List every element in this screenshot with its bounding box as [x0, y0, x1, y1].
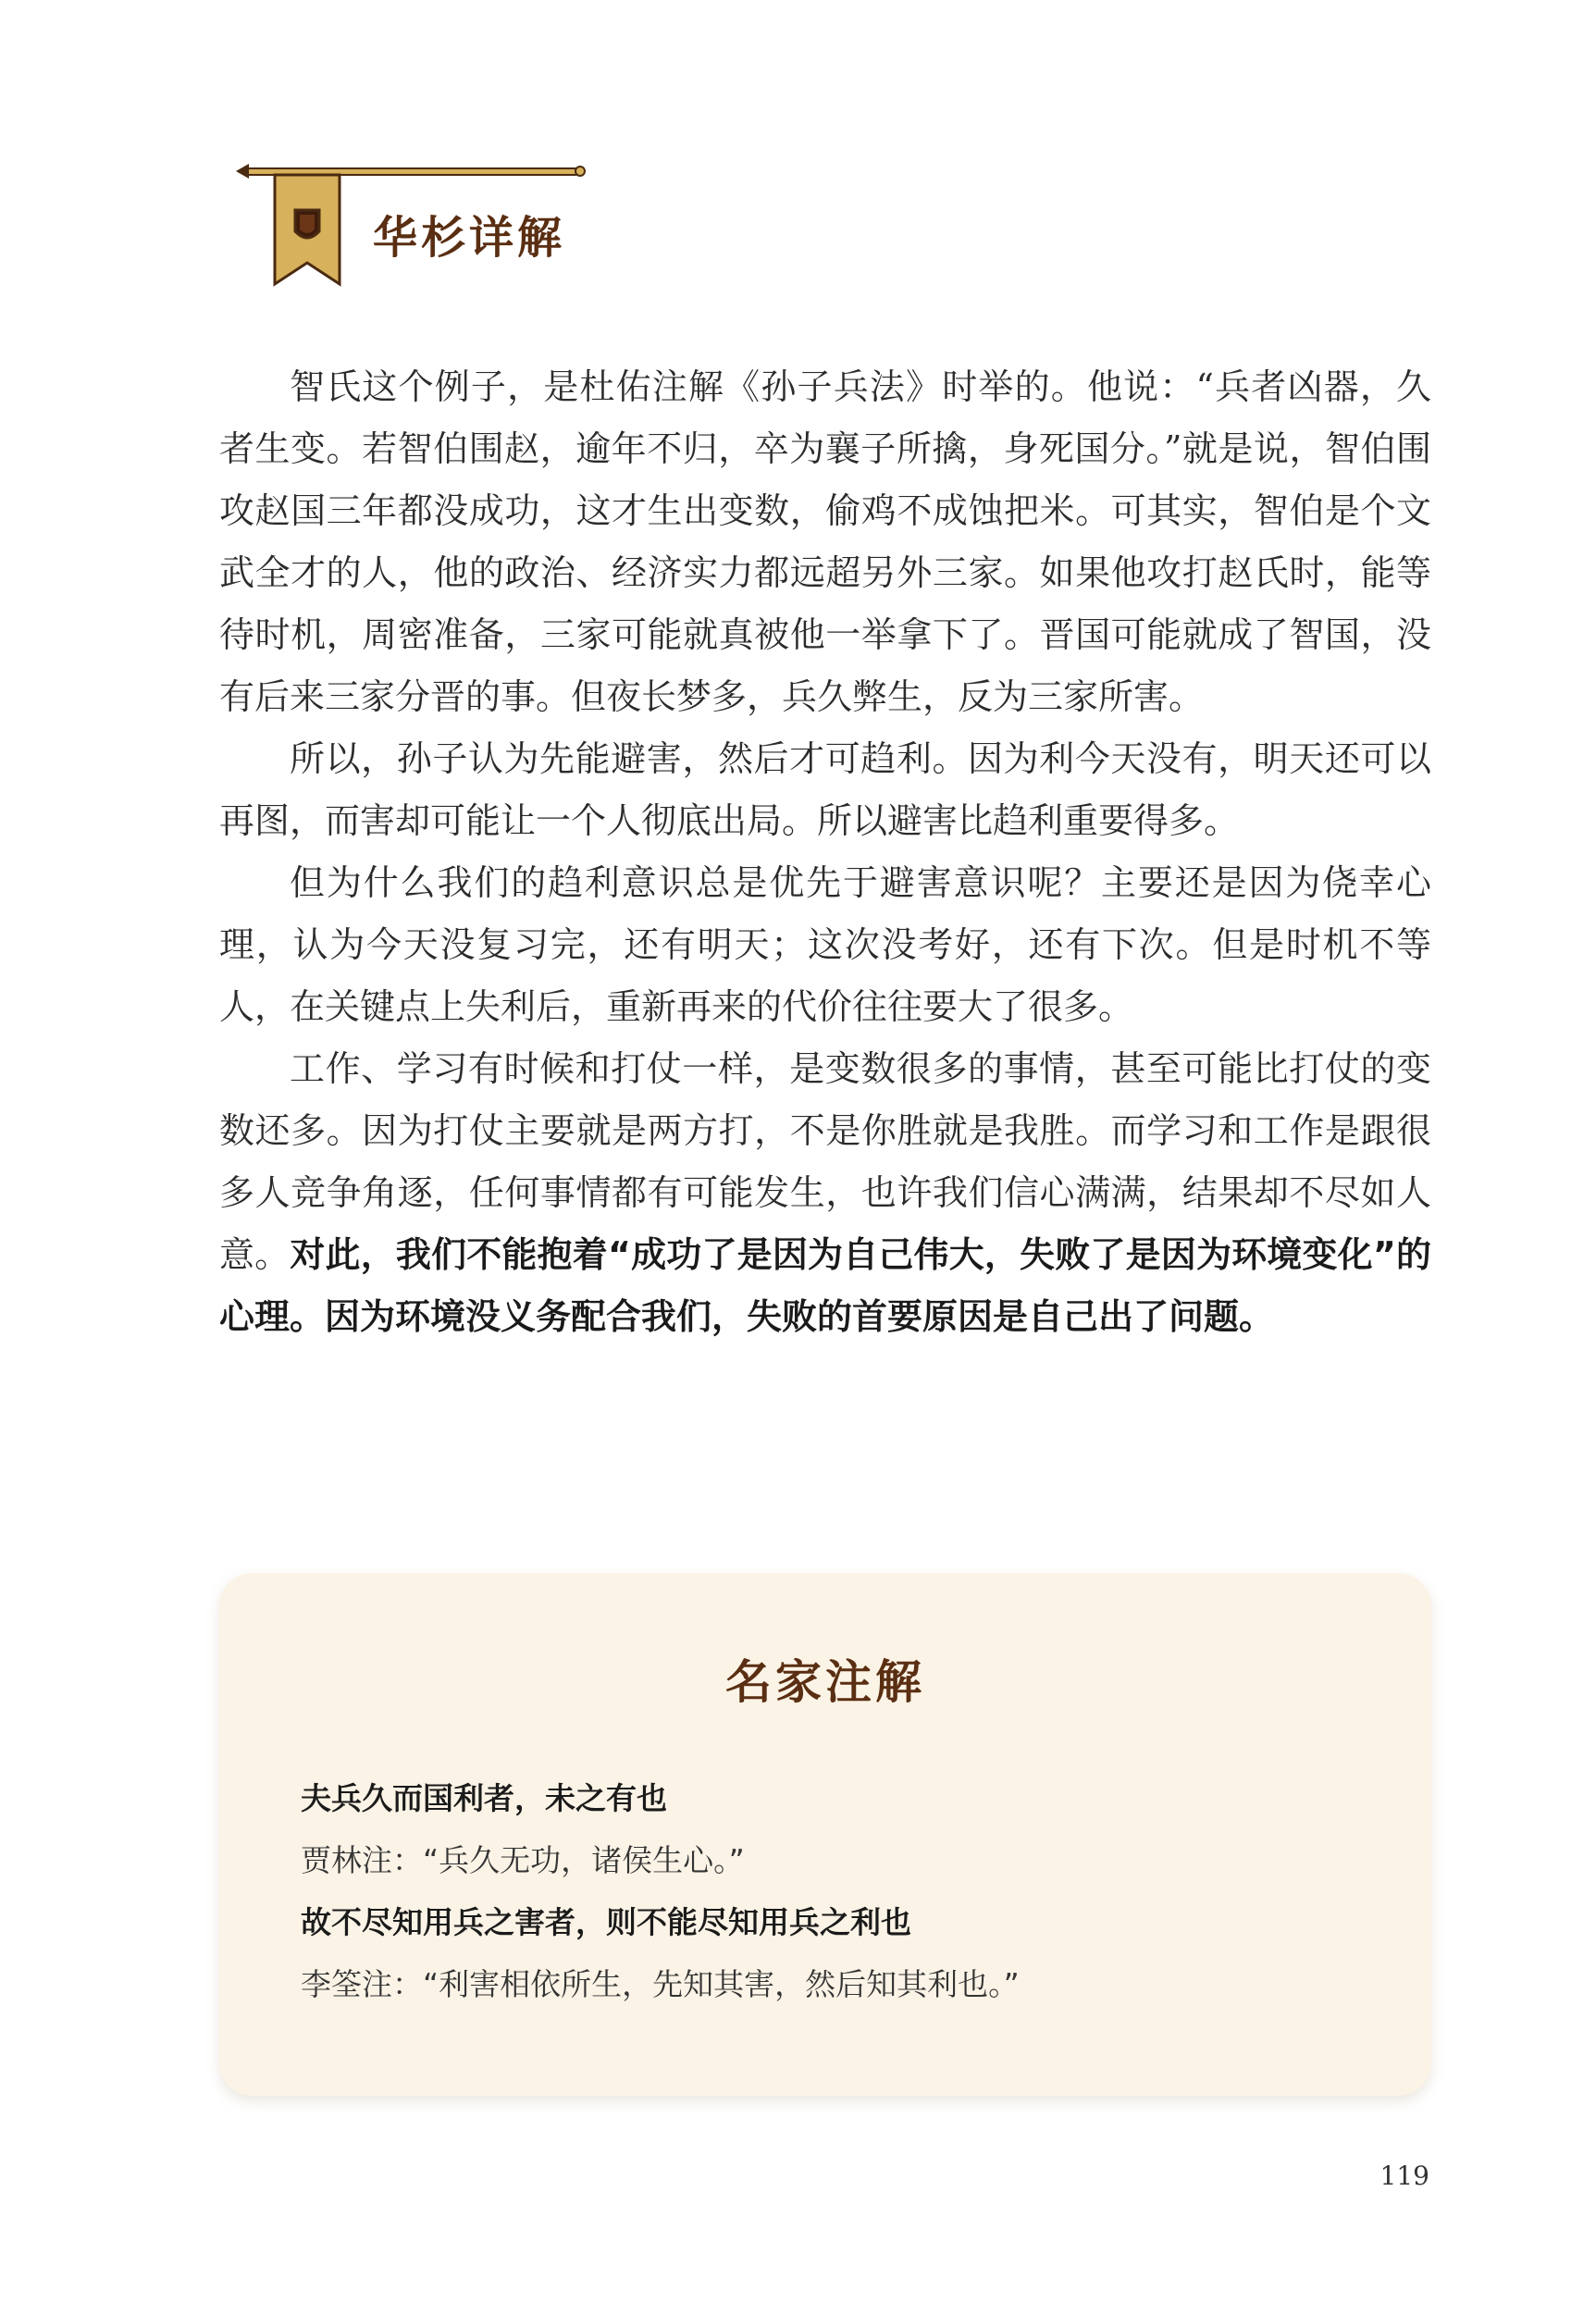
annotation-comment: 李筌注：“利害相依所生，先知其害，然后知其利也。”	[301, 1966, 1020, 2002]
annotation-quote: 夫兵久而国利者，未之有也	[301, 1780, 667, 1816]
paragraph: 工作、学习有时候和打仗一样，是变数很多的事情，甚至可能比打仗的变数还多。因为打仗主要就是两方打，不是你胜就是我胜。而学习和工作是跟很多人竞争角逐，任何事情都有可能发生，也许我们信心满满，结果却不尽如人意。对此，我们不能抱着“成功了是因为自己伟大，失败了是因为环境变化”的心理。因为环境没义务配合我们，失败的首要原因是自己出了问题。	[219, 1048, 1431, 1337]
paragraph: 但为什么我们的趋利意识总是优先于避害意识呢？主要还是因为侥幸心理，认为今天没复习完，还有明天；这次没考好，还有下次。但是时机不等人，在关键点上失利后，重新再来的代价往往要大了很多。	[219, 862, 1431, 1027]
section-title: 华杉详解	[373, 212, 566, 264]
page-number: 119	[1379, 2161, 1429, 2191]
paragraph: 智氏这个例子，是杜佑注解《孙子兵法》时举的。他说：“兵者凶器，久者生变。若智伯围赵，逾年不归，卒为襄子所擒，身死国分。”就是说，智伯围攻赵国三年都没成功，这才生出变数，偷鸡不成蚀把米。可其实，智伯是个文武全才的人，他的政治、经济实力都远超另外三家。如果他攻打赵氏时，能等待时机，周密准备，三家可能就真被他一举拿下了。晋国可能就成了智国，没有后来三家分晋的事。但夜长梦多，兵久弊生，反为三家所害。	[219, 366, 1431, 717]
annotations-title: 名家注解	[725, 1655, 925, 1709]
annotations-list	[301, 1767, 1355, 2015]
paragraph: 所以，孙子认为先能避害，然后才可趋利。因为利今天没有，明天还可以再图，而害却可能让一个人彻底出局。所以避害比趋利重要得多。	[219, 738, 1431, 841]
annotation-comment: 贾林注：“兵久无功，诸侯生心。”	[301, 1842, 745, 1878]
emphasis-text: 对此，我们不能抱着“成功了是因为自己伟大，失败了是因为环境变化”的心理。因为环境没义务配合我们，失败的首要原因是自己出了问题。	[219, 1234, 1431, 1337]
section-header	[236, 159, 588, 298]
annotation-quote: 故不尽知用兵之害者，则不能尽知用兵之利也	[301, 1904, 911, 1940]
annotations-box	[219, 1573, 1431, 2096]
article-body	[219, 356, 1431, 1348]
